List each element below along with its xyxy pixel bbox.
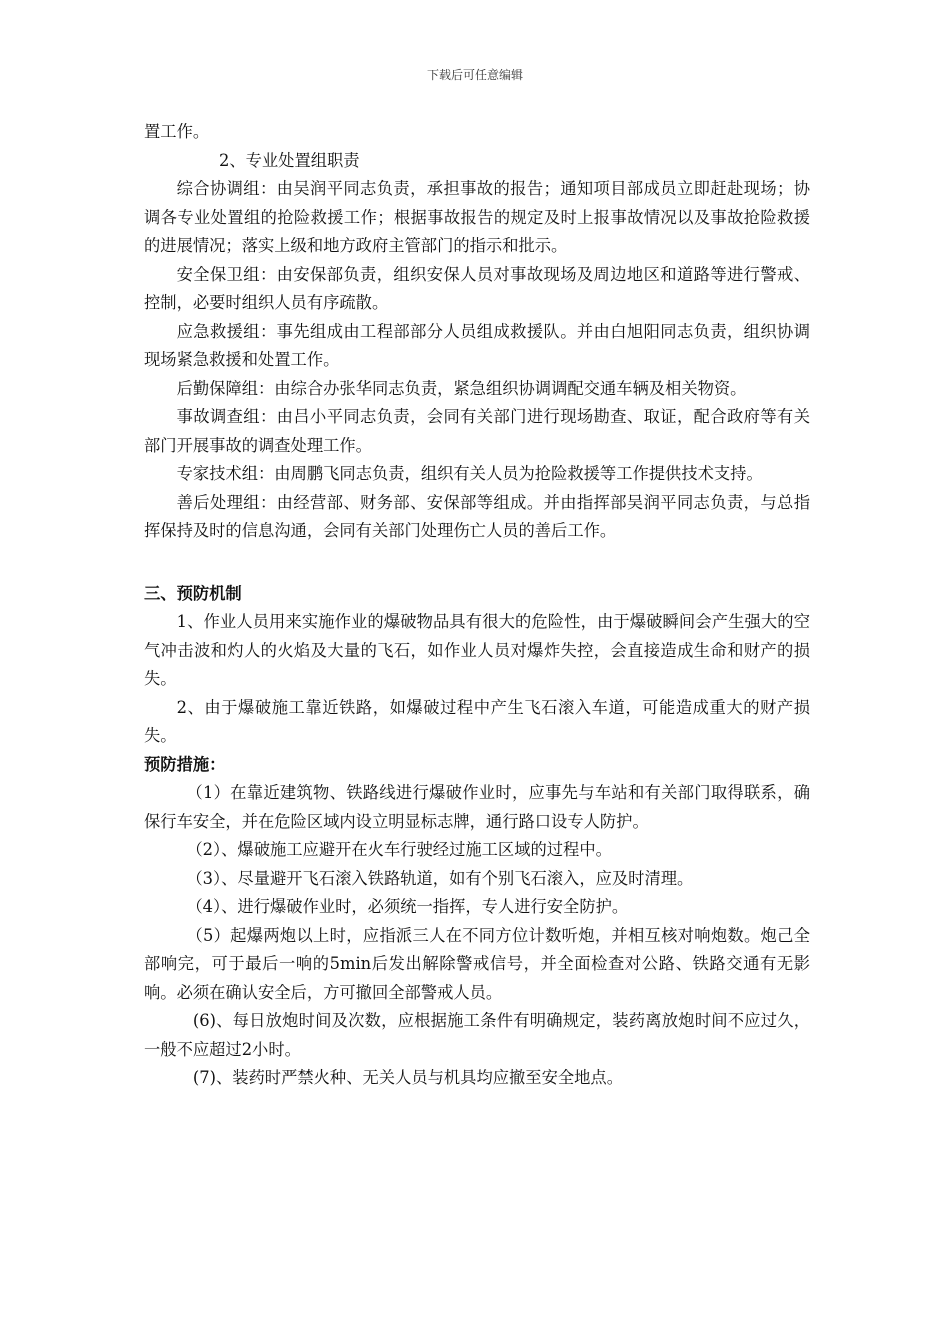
measure-item-5: （5）起爆两炮以上时，应指派三人在不同方位计数听炮，并相互核对响炮数。炮己全部响完，可于最后一响的5min后发出解除警戒信号，并全面检查对公路、铁路交通有无影响。必须在确认安全后，方可撤回全部警戒人员。 — [144, 925, 810, 1002]
paragraph-risk-1: 1、作业人员用来实施作业的爆破物品具有很大的危险性，由于爆破瞬间会产生强大的空气冲击波和灼人的火焰及大量的飞石，如作业人员对爆炸失控，会直接造成生命和财产的损失。 — [144, 612, 810, 688]
measure-item-6: (6)、每日放炮时间及次数，应根据施工条件有明确规定，装药离放炮时间不应过久，一般不应超过2小时。 — [144, 1011, 810, 1059]
section-heading-prevention: 三、预防机制 — [144, 583, 242, 603]
paragraph-logistics-group: 后勤保障组：由综合办张华同志负责，紧急组织协调调配交通车辆及相关物资。 — [176, 378, 747, 398]
paragraph-coordination-group: 综合协调组：由吴润平同志负责，承担事故的报告；通知项目部成员立即赶赴现场；协调各专业处置组的抢险救援工作；根据事故报告的规定及时上报事故情况以及事故抢险救援的进展情况；落实上级和地方政府主管部门的指示和批示。 — [144, 179, 810, 255]
page-header: 下载后可任意编辑 — [426, 68, 523, 82]
paragraph-expert-group: 专家技术组：由周鹏飞同志负责，组织有关人员为抢险救援等工作提供技术支持。 — [176, 464, 763, 483]
measure-item-1: （1）在靠近建筑物、铁路线进行爆破作业时，应事先与车站和有关部门取得联系，确保行车安全，并在危险区域内设立明显标志牌，通行路口设专人防护。 — [144, 783, 810, 831]
measure-item-3: （3）、尽量避开飞石滚入铁路轨道，如有个别飞石滚入，应及时清理。 — [186, 868, 694, 888]
prevention-measures-heading: 预防措施： — [144, 754, 226, 774]
paragraph-investigation-group: 事故调查组：由吕小平同志负责，会同有关部门进行现场勘查、取证，配合政府等有关部门开展事故的调查处理工作。 — [144, 407, 810, 455]
measure-item-7: (7)、装药时严禁火种、无关人员与机具均应撤至安全地点。 — [192, 1068, 623, 1087]
section-spacer — [144, 546, 810, 574]
paragraph-security-group: 安全保卫组：由安保部负责，组织安保人员对事故现场及周边地区和道路等进行警戒、控制，必要时组织人员有序疏散。 — [144, 264, 810, 312]
paragraph-continuation: 置工作。 — [144, 122, 210, 141]
paragraph-risk-2: 2、由于爆破施工靠近铁路，如爆破过程中产生飞石滚入车道，可能造成重大的财产损失。 — [144, 697, 810, 745]
measure-item-2: （2）、爆破施工应避开在火车行驶经过施工区域的过程中。 — [186, 840, 612, 859]
subsection-heading: 2、专业处置组职责 — [218, 150, 360, 170]
paragraph-rescue-group: 应急救援组：事先组成由工程部部分人员组成救援队。并由白旭阳同志负责，组织协调现场紧急救援和处置工作。 — [144, 321, 810, 369]
document-body — [144, 118, 810, 1093]
measure-item-4: （4）、进行爆破作业时，必须统一指挥，专人进行安全防护。 — [186, 897, 629, 916]
paragraph-aftermath-group: 善后处理组：由经营部、财务部、安保部等组成。并由指挥部吴润平同志负责，与总指挥保持及时的信息沟通，会同有关部门处理伤亡人员的善后工作。 — [144, 492, 810, 540]
